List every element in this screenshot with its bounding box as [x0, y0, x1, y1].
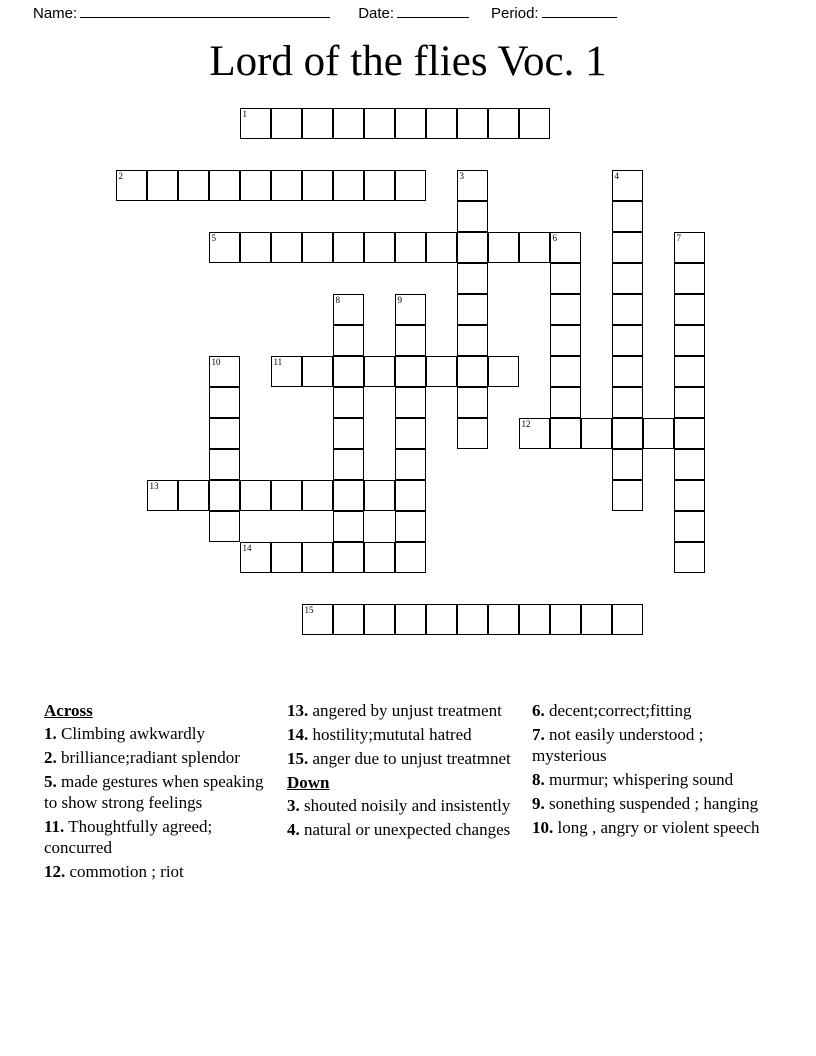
crossword-cell-start-8[interactable] — [333, 294, 364, 325]
clue-item-7 — [532, 724, 766, 766]
crossword-cell[interactable] — [457, 294, 488, 325]
crossword-cell[interactable] — [395, 387, 426, 418]
clue-text: brilliance;radiant splendor — [56, 748, 240, 767]
clue-item-8 — [532, 769, 766, 790]
crossword-cell[interactable] — [364, 170, 395, 201]
crossword-cell[interactable] — [581, 604, 612, 635]
crossword-cell-start-10[interactable] — [209, 356, 240, 387]
crossword-cell[interactable] — [271, 232, 302, 263]
crossword-cell[interactable] — [333, 480, 364, 511]
clue-number: 11. — [44, 817, 65, 836]
crossword-cell[interactable] — [674, 511, 705, 542]
crossword-cell[interactable] — [364, 356, 395, 387]
crossword-cell[interactable] — [395, 356, 426, 387]
clue-item-2 — [44, 747, 279, 768]
clue-text: sonething suspended ; hanging — [544, 794, 759, 813]
crossword-cell[interactable] — [550, 263, 581, 294]
clue-text: commotion ; riot — [65, 862, 184, 881]
crossword-cell-start-13[interactable] — [147, 480, 178, 511]
crossword-cell[interactable] — [333, 170, 364, 201]
crossword-cell[interactable] — [333, 387, 364, 418]
clue-text: decent;correct;fitting — [544, 701, 692, 720]
crossword-cell[interactable] — [488, 232, 519, 263]
crossword-cell[interactable] — [302, 170, 333, 201]
clue-heading-across: Across — [44, 701, 93, 720]
crossword-cell-start-2[interactable] — [116, 170, 147, 201]
crossword-cell[interactable] — [395, 480, 426, 511]
crossword-cell[interactable] — [550, 604, 581, 635]
clue-item-3 — [287, 795, 524, 816]
clue-number: 2. — [44, 748, 57, 767]
cell-number-8: 8 — [335, 295, 340, 305]
crossword-cell[interactable] — [488, 356, 519, 387]
crossword-cell[interactable] — [147, 170, 178, 201]
cell-number-12: 12 — [521, 419, 531, 429]
clue-item-11 — [44, 816, 279, 858]
crossword-cell[interactable] — [612, 232, 643, 263]
crossword-cell[interactable] — [457, 325, 488, 356]
clue-item-5 — [44, 771, 279, 813]
clue-item-6 — [532, 700, 766, 721]
crossword-cell[interactable] — [488, 108, 519, 139]
crossword-cell[interactable] — [643, 418, 674, 449]
crossword-cell[interactable] — [395, 418, 426, 449]
date-label: Date: — [358, 5, 395, 22]
clue-number: 4. — [287, 820, 300, 839]
clue-number: 15. — [287, 749, 309, 768]
crossword-cell[interactable] — [209, 511, 240, 542]
crossword-cell[interactable] — [209, 449, 240, 480]
crossword-cell[interactable] — [302, 356, 333, 387]
crossword-cell[interactable] — [550, 387, 581, 418]
crossword-cell-start-6[interactable] — [550, 232, 581, 263]
crossword-cell[interactable] — [364, 604, 395, 635]
crossword-cell[interactable] — [519, 604, 550, 635]
crossword-cell[interactable] — [457, 387, 488, 418]
crossword-cell[interactable] — [674, 356, 705, 387]
crossword-cell[interactable] — [550, 325, 581, 356]
crossword-cell[interactable] — [302, 108, 333, 139]
crossword-cell[interactable] — [395, 449, 426, 480]
crossword-cell[interactable] — [271, 170, 302, 201]
clue-number: 7. — [532, 725, 545, 744]
cell-number-2: 2 — [118, 171, 123, 181]
crossword-cell[interactable] — [612, 294, 643, 325]
clues-section — [44, 700, 774, 990]
crossword-cell[interactable] — [674, 387, 705, 418]
crossword-cell[interactable] — [612, 604, 643, 635]
crossword-cell[interactable] — [333, 511, 364, 542]
crossword-cell[interactable] — [302, 232, 333, 263]
crossword-cell[interactable] — [519, 232, 550, 263]
cell-number-14: 14 — [242, 543, 252, 553]
clue-column-2 — [287, 700, 532, 843]
crossword-cell[interactable] — [333, 232, 364, 263]
clue-number: 1. — [44, 724, 57, 743]
crossword-cell[interactable] — [674, 449, 705, 480]
crossword-cell[interactable] — [333, 604, 364, 635]
crossword-cell[interactable] — [364, 542, 395, 573]
cell-number-13: 13 — [149, 481, 159, 491]
crossword-cell[interactable] — [333, 356, 364, 387]
cell-number-6: 6 — [552, 233, 557, 243]
name-label: Name: — [33, 5, 78, 22]
clue-number: 9. — [532, 794, 545, 813]
crossword-cell[interactable] — [240, 232, 271, 263]
clue-text: shouted noisily and insistently — [299, 796, 511, 815]
crossword-cell[interactable] — [209, 387, 240, 418]
clue-text: murmur; whispering sound — [544, 770, 734, 789]
crossword-cell[interactable] — [426, 232, 457, 263]
crossword-cell[interactable] — [612, 387, 643, 418]
crossword-cell-start-7[interactable] — [674, 232, 705, 263]
clue-number: 8. — [532, 770, 545, 789]
cell-number-11: 11 — [273, 357, 283, 367]
clue-item-1 — [44, 723, 279, 744]
crossword-cell[interactable] — [209, 480, 240, 511]
crossword-cell[interactable] — [581, 418, 612, 449]
crossword-cell[interactable] — [612, 480, 643, 511]
crossword-cell[interactable] — [674, 542, 705, 573]
cell-number-15: 15 — [304, 605, 314, 615]
crossword-cell[interactable] — [209, 418, 240, 449]
crossword-cell[interactable] — [457, 604, 488, 635]
crossword-cell[interactable] — [426, 356, 457, 387]
clue-number: 14. — [287, 725, 309, 744]
clue-text: anger due to unjust treatmnet — [308, 749, 511, 768]
crossword-cell-start-11[interactable] — [271, 356, 302, 387]
clue-text: hostility;mututal hatred — [308, 725, 472, 744]
clue-item-10 — [532, 817, 766, 838]
crossword-cell-start-14[interactable] — [240, 542, 271, 573]
clue-text: Climbing awkwardly — [56, 724, 206, 743]
crossword-cell[interactable] — [271, 480, 302, 511]
crossword-cell[interactable] — [674, 418, 705, 449]
crossword-cell-start-12[interactable] — [519, 418, 550, 449]
crossword-cell[interactable] — [271, 542, 302, 573]
crossword-cell[interactable] — [395, 325, 426, 356]
crossword-cell[interactable] — [333, 449, 364, 480]
crossword-cell[interactable] — [178, 480, 209, 511]
cell-number-1: 1 — [242, 109, 247, 119]
crossword-cell[interactable] — [426, 604, 457, 635]
clue-item-13 — [287, 700, 524, 721]
clue-text: Thoughtfully agreed; concurred — [44, 817, 213, 857]
crossword-cell[interactable] — [395, 511, 426, 542]
clue-text: made gestures when speaking to show strong feelings — [44, 772, 264, 812]
crossword-cell[interactable] — [612, 418, 643, 449]
clue-item-12 — [44, 861, 279, 882]
crossword-cell[interactable] — [612, 325, 643, 356]
cell-number-5: 5 — [211, 233, 216, 243]
clue-item-14 — [287, 724, 524, 745]
clue-column-3 — [532, 700, 774, 841]
crossword-cell-start-4[interactable] — [612, 170, 643, 201]
crossword-cell[interactable] — [612, 263, 643, 294]
crossword-cell[interactable] — [333, 418, 364, 449]
crossword-cell[interactable] — [488, 604, 519, 635]
clue-number: 6. — [532, 701, 545, 720]
crossword-cell[interactable] — [612, 356, 643, 387]
crossword-cell-start-5[interactable] — [209, 232, 240, 263]
clue-number: 3. — [287, 796, 300, 815]
clue-text: natural or unexpected changes — [299, 820, 511, 839]
clue-heading-down: Down — [287, 773, 330, 792]
crossword-cell[interactable] — [302, 480, 333, 511]
crossword-cell[interactable] — [333, 542, 364, 573]
period-label: Period: — [491, 5, 539, 22]
clue-text: long , angry or violent speech — [553, 818, 760, 837]
crossword-cell[interactable] — [674, 325, 705, 356]
crossword-cell[interactable] — [457, 356, 488, 387]
cell-number-10: 10 — [211, 357, 221, 367]
crossword-cell[interactable] — [364, 480, 395, 511]
crossword-cell[interactable] — [395, 232, 426, 263]
crossword-cell[interactable] — [674, 263, 705, 294]
crossword-cell-start-15[interactable] — [302, 604, 333, 635]
crossword-cell[interactable] — [333, 108, 364, 139]
clue-number: 12. — [44, 862, 66, 881]
clue-text: angered by unjust treatment — [308, 701, 502, 720]
crossword-cell[interactable] — [240, 170, 271, 201]
crossword-cell[interactable] — [457, 418, 488, 449]
crossword-cell[interactable] — [364, 108, 395, 139]
clue-text: not easily understood ; mysterious — [532, 725, 704, 765]
crossword-cell[interactable] — [395, 604, 426, 635]
crossword-cell[interactable] — [302, 542, 333, 573]
crossword-cell-start-9[interactable] — [395, 294, 426, 325]
clue-column-1 — [44, 700, 287, 885]
clue-number: 5. — [44, 772, 57, 791]
clue-number: 13. — [287, 701, 309, 720]
crossword-cell[interactable] — [612, 201, 643, 232]
clue-item-9 — [532, 793, 766, 814]
crossword-cell[interactable] — [395, 542, 426, 573]
crossword-cell[interactable] — [426, 108, 457, 139]
crossword-cell[interactable] — [674, 294, 705, 325]
crossword-cell[interactable] — [271, 108, 302, 139]
crossword-cell[interactable] — [395, 170, 426, 201]
crossword-cell[interactable] — [457, 232, 488, 263]
cell-number-3: 3 — [459, 171, 464, 181]
crossword-cell-start-1[interactable] — [240, 108, 271, 139]
cell-number-9: 9 — [397, 295, 402, 305]
crossword-cell[interactable] — [395, 108, 426, 139]
clue-item-4 — [287, 819, 524, 840]
cell-number-4: 4 — [614, 171, 619, 181]
page-title: Lord of the flies Voc. 1 — [209, 38, 607, 85]
crossword-cell[interactable] — [457, 108, 488, 139]
crossword-cell[interactable] — [519, 108, 550, 139]
crossword-cell[interactable] — [550, 294, 581, 325]
crossword-cell[interactable] — [457, 263, 488, 294]
cell-number-7: 7 — [676, 233, 681, 243]
crossword-cell[interactable] — [550, 356, 581, 387]
clue-item-15 — [287, 748, 524, 769]
crossword-cell-start-3[interactable] — [457, 170, 488, 201]
crossword-cell[interactable] — [550, 418, 581, 449]
crossword-cell[interactable] — [612, 449, 643, 480]
crossword-cell[interactable] — [209, 170, 240, 201]
crossword-cell[interactable] — [674, 480, 705, 511]
crossword-cell[interactable] — [457, 201, 488, 232]
clue-number: 10. — [532, 818, 554, 837]
crossword-cell[interactable] — [178, 170, 209, 201]
crossword-cell[interactable] — [333, 325, 364, 356]
crossword-cell[interactable] — [364, 232, 395, 263]
crossword-cell[interactable] — [240, 480, 271, 511]
